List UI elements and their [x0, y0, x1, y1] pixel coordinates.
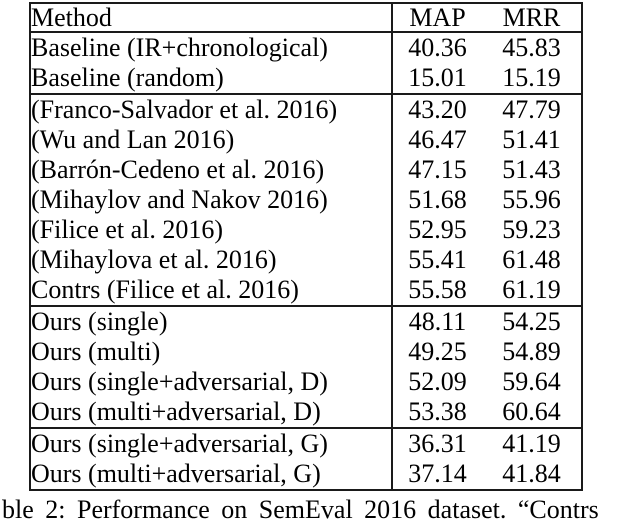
- table-caption: ble 2: Performance on SemEval 2016 dataset. “Contrs: [2, 495, 599, 524]
- results-table: [29, 2, 583, 491]
- group-ours-generator: [30, 428, 582, 490]
- mrr-cell-best: 61.48: [502, 245, 561, 274]
- method-cell: (Filice et al. 2016): [30, 215, 392, 245]
- table-row: [30, 428, 582, 459]
- table-row: [30, 63, 582, 94]
- method-cell: Baseline (IR+chronological): [30, 32, 392, 63]
- table-row: [30, 337, 582, 367]
- mrr-cell: 59.23: [502, 215, 561, 244]
- map-cell: 15.01: [408, 63, 467, 92]
- method-cell: Ours (single): [30, 306, 392, 337]
- method-cell: (Franco-Salvador et al. 2016): [30, 94, 392, 125]
- header-row: [30, 3, 582, 32]
- mrr-cell: 15.19: [502, 63, 561, 92]
- map-cell: 43.20: [408, 95, 467, 124]
- method-cell: Ours (single+adversarial, D): [30, 367, 392, 397]
- mrr-cell: 61.19: [502, 275, 561, 304]
- method-cell: (Barrón-Cedeno et al. 2016): [30, 155, 392, 185]
- mrr-cell: 55.96: [502, 185, 561, 214]
- map-cell: 47.15: [408, 155, 467, 184]
- map-cell: 53.38: [408, 397, 467, 426]
- method-cell: Contrs (Filice et al. 2016): [30, 275, 392, 306]
- method-cell: Ours (multi+adversarial, G): [30, 459, 392, 490]
- method-cell: (Mihaylova et al. 2016): [30, 245, 392, 275]
- mrr-cell: 54.89: [502, 337, 561, 366]
- header-map: MAP: [409, 3, 466, 32]
- method-cell: (Wu and Lan 2016): [30, 125, 392, 155]
- header-method: Method: [30, 3, 392, 32]
- map-cell: 55.41: [408, 245, 467, 274]
- mrr-cell: 54.25: [502, 307, 561, 336]
- group-ours-discriminator: [30, 306, 582, 428]
- map-cell: 37.14: [408, 459, 467, 488]
- group-baselines: [30, 32, 582, 94]
- mrr-cell: 51.43: [502, 155, 561, 184]
- group-prior-work: [30, 94, 582, 306]
- map-cell: 40.36: [408, 33, 467, 62]
- method-cell: Baseline (random): [30, 63, 392, 94]
- map-cell: 49.25: [408, 337, 467, 366]
- map-cell: 46.47: [408, 125, 467, 154]
- table-row: [30, 125, 582, 155]
- mrr-cell: 59.64: [502, 367, 561, 396]
- mrr-cell: 60.64: [502, 397, 561, 426]
- table-row: [30, 155, 582, 185]
- map-cell: 52.09: [408, 367, 467, 396]
- method-cell: Ours (single+adversarial, G): [30, 428, 392, 459]
- map-cell: 48.11: [408, 307, 467, 336]
- table-row: [30, 94, 582, 125]
- table-row: [30, 215, 582, 245]
- method-cell: (Mihaylov and Nakov 2016): [30, 185, 392, 215]
- table-row: [30, 32, 582, 63]
- table-row: [30, 245, 582, 275]
- map-cell: 51.68: [408, 185, 467, 214]
- map-cell: 36.31: [408, 429, 467, 458]
- mrr-cell: 51.41: [502, 125, 561, 154]
- method-cell: Ours (multi+adversarial, D): [30, 397, 392, 428]
- map-cell: 52.95: [408, 215, 467, 244]
- mrr-cell: 41.84: [502, 459, 561, 488]
- table-row: [30, 459, 582, 490]
- header-mrr: MRR: [502, 3, 561, 32]
- method-cell: Ours (multi): [30, 337, 392, 367]
- table-header: [30, 3, 582, 32]
- map-cell-best: 55.58: [408, 275, 467, 304]
- table-row: [30, 275, 582, 306]
- table-row: [30, 185, 582, 215]
- table-row: [30, 367, 582, 397]
- table-row: [30, 397, 582, 428]
- mrr-cell: 41.19: [502, 429, 561, 458]
- mrr-cell: 47.79: [502, 95, 561, 124]
- table-row: [30, 306, 582, 337]
- mrr-cell: 45.83: [502, 33, 561, 62]
